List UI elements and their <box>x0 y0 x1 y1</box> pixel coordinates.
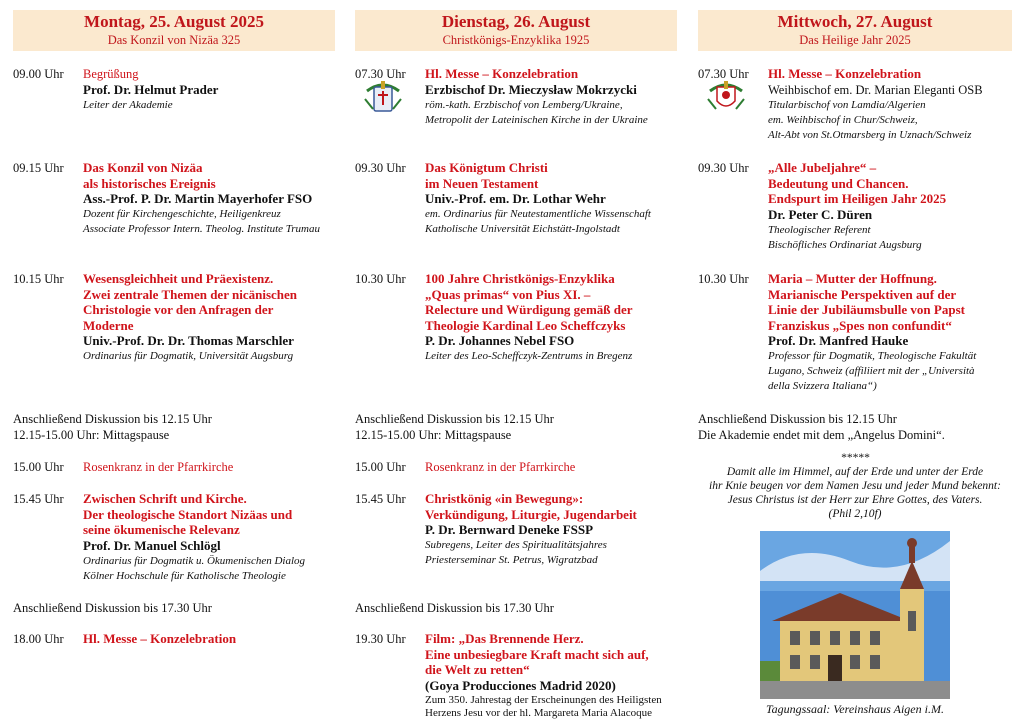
session-title: Bedeutung und Chancen. <box>768 175 909 191</box>
speaker-affiliation: em. Weihbischof in Chur/Schweiz, <box>768 113 918 126</box>
session-title: 100 Jahre Christkönigs-Enzyklika <box>425 271 615 286</box>
session-item <box>13 66 335 113</box>
photo-caption: Tagungssaal: Vereinshaus Aigen i.M. <box>766 702 944 716</box>
speaker-affiliation: Kölner Hochschule für Katholische Theologie <box>83 569 286 582</box>
session-time: 15.45 Uhr <box>13 492 64 506</box>
session-time: 15.00 Uhr <box>13 460 64 474</box>
speaker-name: P. Dr. Bernward Deneke FSSP <box>425 522 594 537</box>
session-item <box>698 66 1012 143</box>
closing-note: Die Akademie endet mit dem „Angelus Domini“. <box>698 428 945 442</box>
session-title: Relecture und Würdigung gemäß der <box>425 302 633 317</box>
session-item <box>698 160 1012 253</box>
session-title: Film: „Das Brennende Herz. <box>425 631 584 646</box>
speaker-name: P. Dr. Johannes Nebel FSO <box>425 333 575 348</box>
day-title: Dienstag, 26. August <box>441 12 591 31</box>
lunch-break: 12.15-15.00 Uhr: Mittagspause <box>355 428 512 442</box>
speaker-name: Erzbischof Dr. Mieczysław Mokrzycki <box>425 81 637 97</box>
discussion-note: Anschließend Diskussion bis 12.15 Uhr <box>13 412 212 426</box>
quote-line: Damit alle im Himmel, auf der Erde und unter der Erde <box>726 466 984 478</box>
session-item <box>355 160 677 237</box>
quote-reference: (Phil 2,10f) <box>828 508 882 520</box>
speaker-affiliation: Bischöfliches Ordinariat Augsburg <box>768 238 922 251</box>
session-title: Hl. Messe – Konzelebration <box>425 66 579 81</box>
session-item <box>698 271 1012 394</box>
session-time: 10.30 Uhr <box>698 272 749 286</box>
session-title: als historisches Ereignis <box>83 175 216 191</box>
day-header <box>698 10 1012 51</box>
session-title: Christkönig «in Bewegung»: <box>425 491 584 506</box>
speaker-affiliation: Theologischer Referent <box>768 223 871 236</box>
session-title: „Quas primas“ von Pius XI. – <box>425 286 591 302</box>
session-title: Rosenkranz in der Pfarrkirche <box>425 460 576 474</box>
speaker-affiliation: Leiter der Akademie <box>83 99 173 111</box>
film-producer: (Goya Producciones Madrid 2020) <box>425 677 616 693</box>
day-header <box>13 10 335 51</box>
day-column-tuesday <box>355 10 677 719</box>
film-note: Zum 350. Jahrestag der Erscheinungen des Heiligsten <box>425 693 662 706</box>
session-title: Christologie vor den Anfragen der <box>83 302 274 317</box>
session-item <box>13 631 335 647</box>
session-title: Franziskus „Spes non confundit“ <box>768 317 952 333</box>
discussion-note: Anschließend Diskussion bis 12.15 Uhr <box>698 412 897 426</box>
day-column-monday <box>13 10 335 646</box>
speaker-affiliation: Priesterseminar St. Petrus, Wigratzbad <box>425 554 598 566</box>
session-time: 18.00 Uhr <box>13 632 64 646</box>
speaker-affiliation: della Svizzera Italiana“) <box>768 380 877 392</box>
session-title: „Alle Jubeljahre“ – <box>768 160 877 175</box>
quote-line: Jesus Christus ist der Herr zur Ehre Gottes, des Vaters. <box>727 494 983 506</box>
session-title: Maria – Mutter der Hoffnung. <box>768 271 937 286</box>
speaker-affiliation: Lugano, Schweiz (affiliiert mit der „Università <box>768 365 975 377</box>
session-time: 07.30 Uhr <box>698 67 749 81</box>
session-item <box>13 160 335 237</box>
session-time: 15.45 Uhr <box>355 492 406 506</box>
speaker-name: Univ.-Prof. em. Dr. Lothar Wehr <box>425 191 606 206</box>
session-title: Hl. Messe – Konzelebration <box>83 631 237 646</box>
film-note: Herzens Jesu vor der hl. Margareta Maria Alacoque <box>425 706 653 719</box>
speaker-affiliation: Katholische Universität Eichstätt-Ingolstadt <box>425 223 620 235</box>
session-item <box>13 271 335 364</box>
session-time: 19.30 Uhr <box>355 632 406 646</box>
session-title: Das Konzil von Nizäa <box>83 160 203 175</box>
session-title: Marianische Perspektiven auf der <box>768 286 957 302</box>
session-item <box>13 459 335 475</box>
session-time: 10.15 Uhr <box>13 272 64 286</box>
speaker-name: Dr. Peter C. Düren <box>768 206 873 222</box>
day-title: Mittwoch, 27. August <box>777 12 933 31</box>
speaker-affiliation: Subregens, Leiter des Spiritualitätsjahres <box>425 539 607 551</box>
session-time: 09.15 Uhr <box>13 161 64 175</box>
session-item <box>355 271 677 364</box>
day-column-wednesday <box>698 10 1012 716</box>
discussion-note: Anschließend Diskussion bis 12.15 Uhr <box>355 412 554 426</box>
session-title: Begrüßung <box>83 67 139 81</box>
session-title: im Neuen Testament <box>425 175 539 191</box>
session-item <box>355 631 677 720</box>
session-title: Moderne <box>83 317 134 333</box>
scripture-quote <box>698 451 1012 521</box>
session-title: Verkündigung, Liturgie, Jugendarbeit <box>425 506 637 522</box>
session-time: 10.30 Uhr <box>355 272 406 286</box>
session-item <box>355 459 677 475</box>
speaker-name: Prof. Dr. Manuel Schlögl <box>83 537 221 553</box>
session-title: die Welt zu retten“ <box>425 662 530 677</box>
speaker-affiliation: Metropolit der Lateinischen Kirche in der Ukraine <box>425 113 648 126</box>
session-title: Endspurt im Heiligen Jahr 2025 <box>768 191 947 206</box>
day-header <box>355 10 677 51</box>
session-title: Das Königtum Christi <box>425 160 548 175</box>
speaker-affiliation: Dozent für Kirchengeschichte, Heiligenkreuz <box>83 208 281 220</box>
speaker-name: Weihbischof em. Dr. Marian Eleganti OSB <box>768 82 983 97</box>
session-title: Zwei zentrale Themen der nicänischen <box>83 286 298 302</box>
speaker-affiliation: Professor für Dogmatik, Theologische Fakultät <box>768 350 977 362</box>
speaker-name: Prof. Dr. Manfred Hauke <box>768 333 909 348</box>
speaker-affiliation: Ordinarius für Dogmatik u. Ökumenischen Dialog <box>83 554 306 567</box>
session-time: 09.30 Uhr <box>698 161 749 175</box>
separator-stars: ***** <box>840 452 870 464</box>
session-title: Der theologische Standort Nizäas und <box>83 506 293 522</box>
day-theme: Das Heilige Jahr 2025 <box>799 33 911 47</box>
session-time: 15.00 Uhr <box>355 460 406 474</box>
speaker-affiliation: Ordinarius für Dogmatik, Universität Augsburg <box>83 350 294 362</box>
session-title: Hl. Messe – Konzelebration <box>768 66 922 81</box>
venue-photo <box>760 531 950 699</box>
speaker-name: Prof. Dr. Helmut Prader <box>83 82 219 97</box>
session-title: Eine unbesiegbare Kraft macht sich auf, <box>425 646 649 662</box>
day-title: Montag, 25. August 2025 <box>84 12 264 31</box>
quote-line: ihr Knie beugen vor dem Namen Jesu und jeder Mund bekennt: <box>709 480 1001 492</box>
session-title: Linie der Jubiläumsbulle von Papst <box>768 302 965 317</box>
speaker-affiliation: Alt-Abt von St.Otmarsberg in Uznach/Schweiz <box>768 128 972 141</box>
session-title: Wesensgleichheit und Präexistenz. <box>83 271 274 286</box>
speaker-affiliation: Leiter des Leo-Scheffczyk-Zentrums in Bregenz <box>425 350 633 362</box>
discussion-note: Anschließend Diskussion bis 17.30 Uhr <box>13 601 212 615</box>
speaker-name: Univ.-Prof. Dr. Dr. Thomas Marschler <box>83 333 294 348</box>
session-title: Zwischen Schrift und Kirche. <box>83 491 247 506</box>
session-title: Theologie Kardinal Leo Scheffczyks <box>425 317 626 333</box>
speaker-affiliation: Associate Professor Intern. Theolog. Institute Trumau <box>83 223 321 235</box>
session-time: 09.30 Uhr <box>355 161 406 175</box>
session-title: Rosenkranz in der Pfarrkirche <box>83 460 234 474</box>
session-title: seine ökumenische Relevanz <box>83 522 240 537</box>
speaker-name: Ass.-Prof. P. Dr. Martin Mayerhofer FSO <box>83 191 313 206</box>
day-theme: Christkönigs-Enzyklika 1925 <box>442 33 590 47</box>
session-time: 09.00 Uhr <box>13 67 64 81</box>
speaker-affiliation: röm.-kath. Erzbischof von Lemberg/Ukraine, <box>425 98 623 111</box>
day-theme: Das Konzil von Nizäa 325 <box>107 33 241 47</box>
session-item <box>355 491 677 568</box>
session-time: 07.30 Uhr <box>355 67 406 81</box>
speaker-affiliation: em. Ordinarius für Neutestamentliche Wissenschaft <box>425 208 651 220</box>
session-item <box>355 66 677 128</box>
discussion-note: Anschließend Diskussion bis 17.30 Uhr <box>355 601 554 615</box>
session-item <box>13 491 335 584</box>
speaker-affiliation: Titularbischof von Lamdia/Algerien <box>768 98 926 111</box>
lunch-break: 12.15-15.00 Uhr: Mittagspause <box>13 428 170 442</box>
